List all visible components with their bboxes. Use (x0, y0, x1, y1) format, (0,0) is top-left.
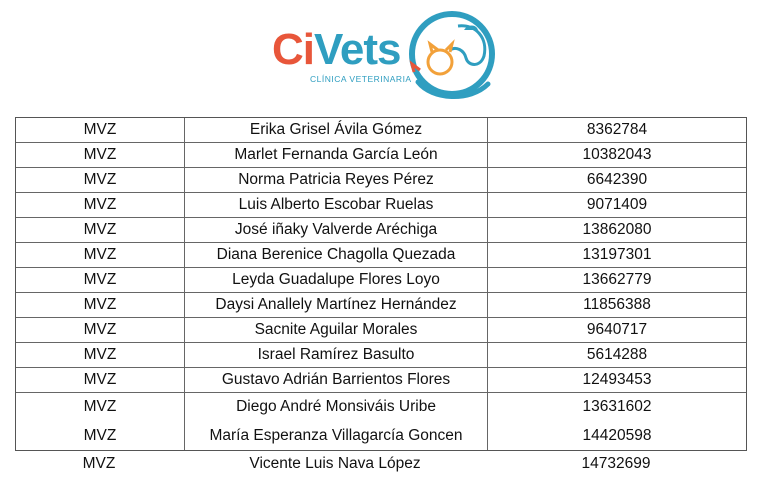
staff-title: MVZ (83, 246, 117, 263)
staff-number: 13662779 (582, 271, 652, 288)
staff-name: Erika Grisel Ávila Gómez (249, 121, 423, 138)
pet-emblem-icon (406, 6, 498, 110)
staff-name: María Esperanza Villagarcía Goncen (209, 426, 463, 444)
table-row (16, 168, 746, 193)
table-row (16, 118, 746, 143)
table-row (16, 318, 746, 343)
staff-name: Marlet Fernanda García León (234, 146, 438, 163)
table-row (16, 393, 746, 450)
staff-name: Sacnite Aguilar Morales (254, 321, 418, 338)
staff-title: MVZ (83, 196, 117, 213)
staff-number: 5614288 (586, 346, 648, 363)
staff-name: Norma Patricia Reyes Pérez (238, 171, 434, 188)
staff-number: 13631602 (582, 398, 652, 416)
logo-wordmark (272, 25, 401, 74)
staff-number: 14420598 (582, 426, 652, 444)
table-row (16, 293, 746, 318)
staff-table (15, 117, 747, 451)
staff-title: MVZ (83, 398, 117, 416)
staff-title: MVZ (82, 455, 116, 472)
staff-name: Gustavo Adrián Barrientos Flores (221, 371, 451, 388)
staff-name: Daysi Anallely Martínez Hernández (215, 296, 457, 313)
staff-number: 12493453 (582, 371, 652, 388)
staff-name: Vicente Luis Nava López (249, 455, 421, 472)
logo-subtitle: CLÍNICA VETERINARIA (310, 74, 412, 84)
table-row (16, 243, 746, 268)
staff-title: MVZ (83, 296, 117, 313)
table-row (16, 343, 746, 368)
staff-title: MVZ (83, 346, 117, 363)
staff-title: MVZ (83, 146, 117, 163)
staff-name: José iñaky Valverde Aréchiga (234, 221, 438, 238)
extra-staff-row (15, 451, 747, 477)
staff-name: Diana Berenice Chagolla Quezada (216, 246, 456, 263)
staff-title: MVZ (83, 371, 117, 388)
staff-number: 13862080 (582, 221, 652, 238)
staff-number: 8362784 (586, 121, 648, 138)
staff-number: 6642390 (586, 171, 648, 188)
table-row (16, 193, 746, 218)
table-row (16, 143, 746, 168)
staff-title: MVZ (83, 426, 117, 444)
staff-name: Diego André Monsiváis Uribe (236, 398, 436, 416)
staff-number: 11856388 (583, 296, 651, 313)
staff-number: 10382043 (582, 146, 652, 163)
staff-name: Luis Alberto Escobar Ruelas (238, 196, 434, 213)
table-row (16, 268, 746, 293)
clinic-logo (266, 6, 498, 110)
staff-title: MVZ (83, 121, 117, 138)
staff-title: MVZ (83, 171, 117, 188)
staff-title: MVZ (83, 321, 117, 338)
staff-number: 9071409 (586, 196, 648, 213)
staff-name: Israel Ramírez Basulto (257, 346, 415, 363)
staff-number: 9640717 (586, 321, 648, 338)
staff-number: 14732699 (581, 455, 651, 472)
staff-number: 13197301 (582, 246, 652, 263)
staff-title: MVZ (83, 271, 117, 288)
table-row (16, 218, 746, 243)
table-row (16, 368, 746, 393)
staff-name: Leyda Guadalupe Flores Loyo (232, 271, 440, 288)
staff-title: MVZ (83, 221, 117, 238)
logo-word-ci: Ci (272, 25, 314, 74)
logo-word-vets: Vets (314, 25, 401, 74)
